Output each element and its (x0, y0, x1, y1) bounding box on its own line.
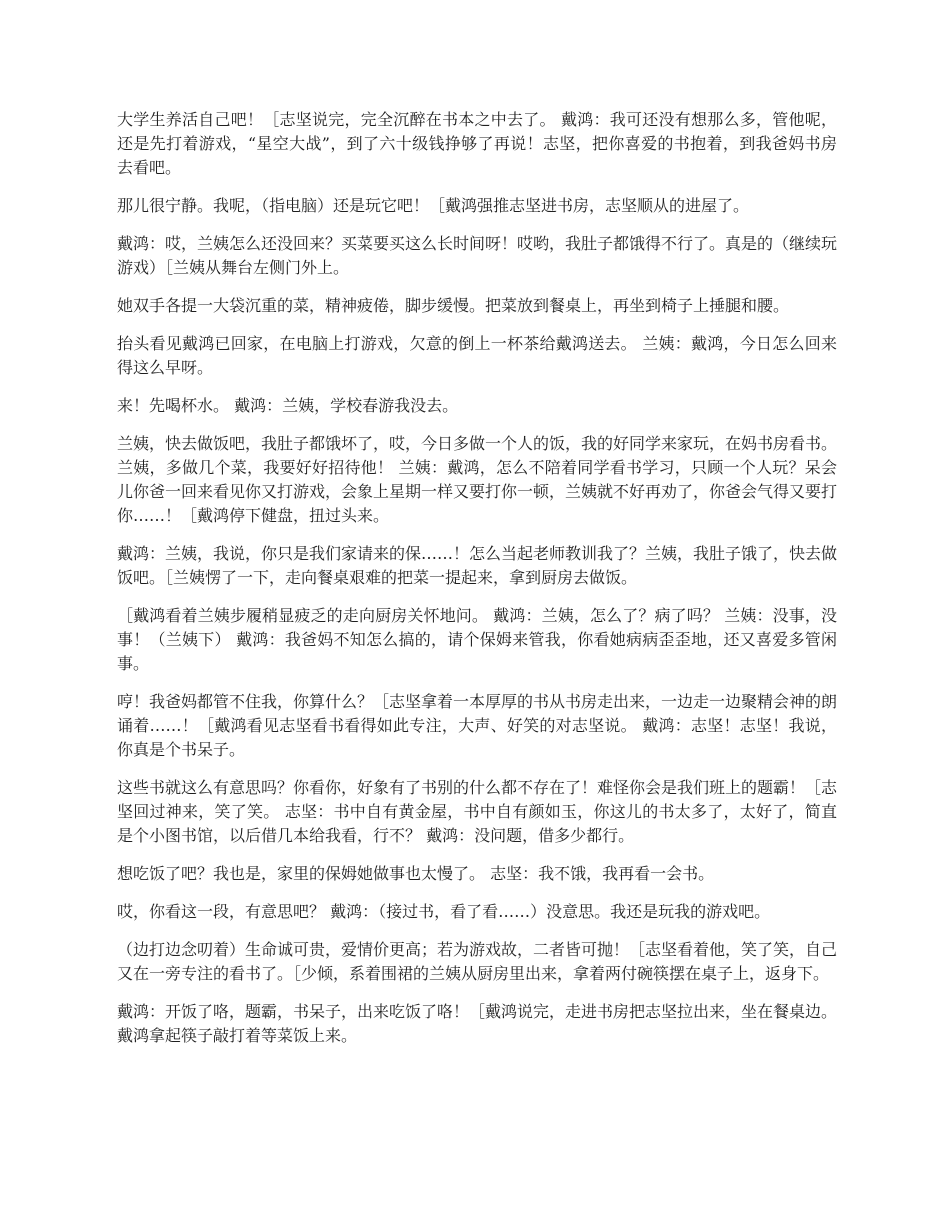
paragraph: ［戴鸿看着兰姨步履稍显疲乏的走向厨房关怀地问。 戴鸿：兰姨，怎么了？病了吗？ 兰姨：没事，没事！（兰姨下） 戴鸿：我爸妈不知怎么搞的，请个保姆来管我，你看她病病歪歪地，还又喜爱多管闲事。 (117, 606, 837, 673)
paragraph: 戴鸿：哎，兰姨怎么还没回来？买菜要买这么长时间呀！哎哟，我肚子都饿得不行了。真是的（继续玩游戏）［兰姨从舞台左侧门外上。 (117, 234, 838, 277)
paragraph: 戴鸿：开饭了咯，题霸，书呆子，出来吃饭了咯！［戴鸿说完，走进书房把志坚拉出来，坐在餐桌边。戴鸿拿起筷子敲打着等菜饭上来。 (117, 1002, 838, 1045)
paragraph: 哼！我爸妈都管不住我，你算什么？［志坚拿着一本厚厚的书从书房走出来，一边走一边聚精会神的朗诵着……！［戴鸿看见志坚看书看得如此专注，大声、好笑的对志坚说。 戴鸿：志坚！志坚！我说，你真是个书呆子。 (117, 692, 838, 759)
paragraph: 大学生养活自己吧！［志坚说完，完全沉醉在书本之中去了。 戴鸿：我可还没有想那么多，管他呢，还是先打着游戏，“星空大战”，到了六十级钱挣够了再说！志坚，把你喜爱的书抱着，到我爸妈书房去看吧。 (117, 110, 837, 177)
paragraph: 这些书就这么有意思吗？你看你，好象有了书别的什么都不存在了！难怪你会是我们班上的题霸！［志坚回过神来，笑了笑。 志坚：书中自有黄金屋，书中自有颜如玉，你这儿的书太多了，太好了，简直是个小图书馆，以后借几本给我看，行不？ 戴鸿：没问题，借多少都行。 (117, 778, 838, 845)
paragraph: 戴鸿：兰姨，我说，你只是我们家请来的保……！怎么当起老师教训我了？兰姨，我肚子饿了，快去做饭吧。［兰姨愣了一下，走向餐桌艰难的把菜一提起来，拿到厨房去做饭。 (117, 544, 838, 587)
paragraph: 她双手各提一大袋沉重的菜，精神疲倦，脚步缓慢。把菜放到餐桌上，再坐到椅子上捶腿和腰。 (117, 296, 790, 315)
paragraph: 哎，你看这一段，有意思吧？ 戴鸿：（接过书，看了看……）没意思。我还是玩我的游戏吧。 (117, 902, 771, 921)
paragraph: 抬头看见戴鸿已回家，在电脑上打游戏，欠意的倒上一杯茶给戴鸿送去。 兰姨：戴鸿，今日怎么回来得这么早呀。 (117, 334, 837, 377)
document-body (117, 108, 837, 1062)
paragraph: 兰姨，快去做饭吧，我肚子都饿坏了，哎，今日多做一个人的饭，我的好同学来家玩，在妈书房看书。兰姨，多做几个菜，我要好好招待他！ 兰姨：戴鸿，怎么不陪着同学看书学习，只顾一个人玩？呆会儿你爸一回来看见你又打游戏，会象上星期一样又要打你一顿，兰姨就不好再劝了，你爸会气得又要打你……！［戴鸿停下健盘，扭过头来。 (117, 434, 838, 525)
paragraph: 想吃饭了吧？我也是，家里的保姆她做事也太慢了。 志坚：我不饿，我再看一会书。 (117, 864, 715, 883)
paragraph: 来！先喝杯水。 戴鸿：兰姨，学校春游我没去。 (117, 396, 459, 415)
paragraph: 那儿很宁静。我呢，（指电脑）还是玩它吧！［戴鸿强推志坚进书房，志坚顺从的进屋了。 (117, 196, 750, 215)
paragraph: （边打边念叨着）生命诚可贵，爱情价更高；若为游戏故，二者皆可抛！［志坚看着他，笑了笑，自己又在一旁专注的看书了。［少倾，系着围裙的兰姨从厨房里出来，拿着两付碗筷摆在桌子上，返身下。 (117, 940, 838, 983)
